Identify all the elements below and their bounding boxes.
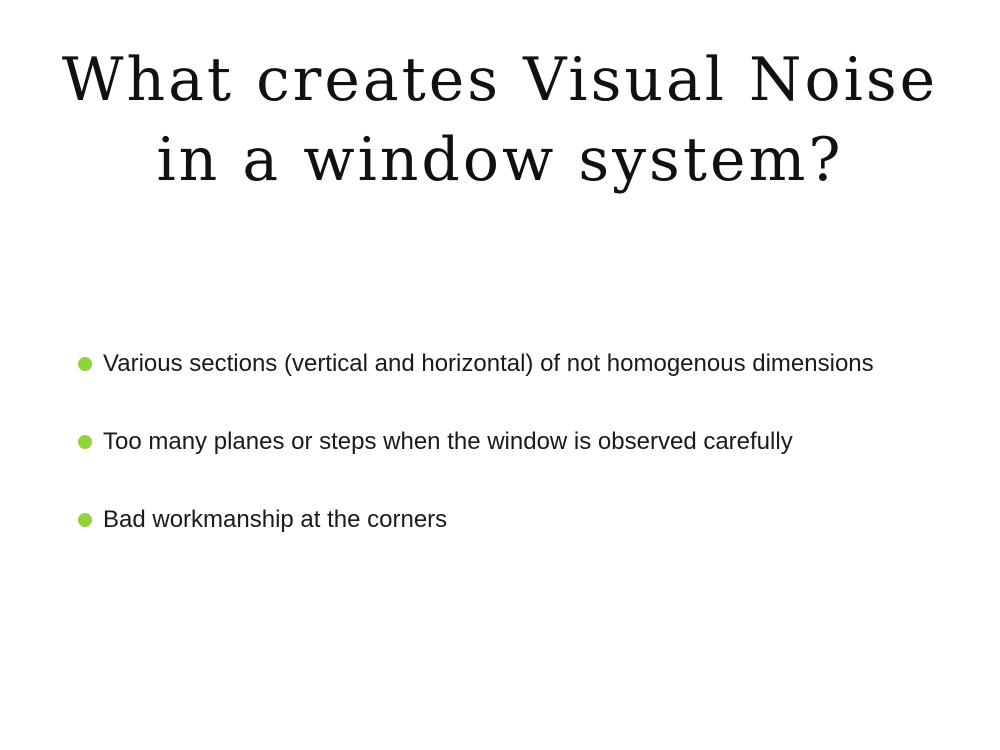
bullet-item: [78, 503, 978, 581]
bullet-text: Too many planes or steps when the window is observed carefully: [103, 428, 793, 455]
title-line-1: What creates Visual Noise: [61, 45, 939, 115]
bullet-dot-icon: [78, 513, 92, 527]
slide-title: [20, 40, 980, 200]
title-line-2: in a window system?: [156, 125, 844, 195]
bullet-text: Various sections (vertical and horizontal) of not homogenous dimensions: [103, 350, 874, 377]
bullet-dot-icon: [78, 435, 92, 449]
bullet-text: Bad workmanship at the corners: [103, 506, 448, 533]
bullet-item: [78, 347, 978, 425]
bullet-list: [78, 347, 978, 581]
bullet-item: [78, 425, 978, 503]
bullet-dot-icon: [78, 357, 92, 371]
